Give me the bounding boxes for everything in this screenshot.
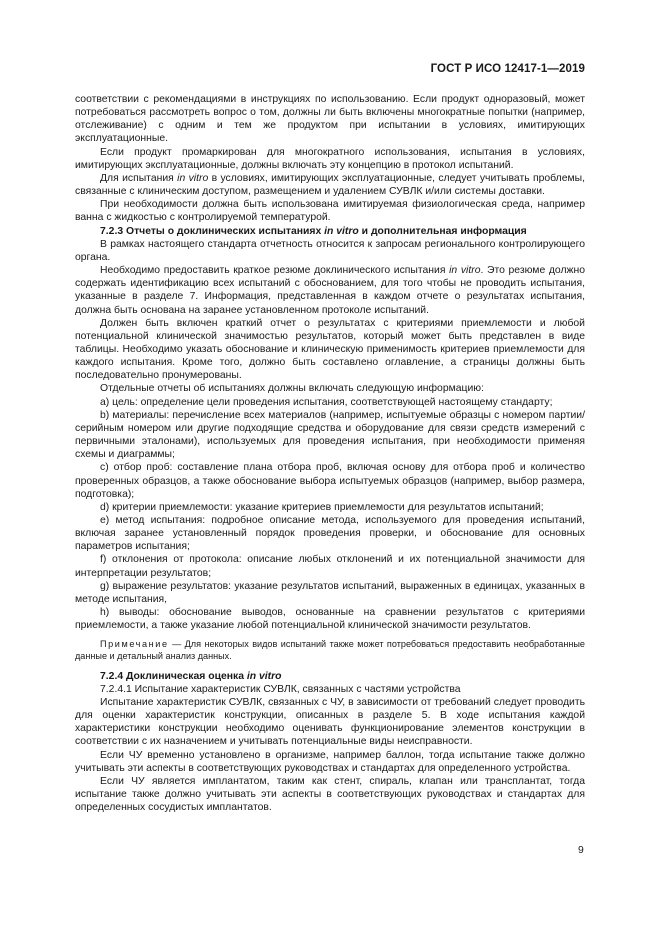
list-item: b) материалы: перечисление всех материалов (например, испытуемые образцы с номером партии/серийным номером или другие подходящие средства и оборудование для связи средств измерений с первичными эталонами), используемых для проведения испытания, при необходимости применяя схемы и диаграммы; xyxy=(75,409,585,461)
italic-term: in vitro xyxy=(177,172,209,184)
list-item: h) выводы: обоснование выводов, основанные на сравнении результатов с критериями приемлемости, а также указание любой потенциальной клинической значимости результатов. xyxy=(75,607,585,632)
note xyxy=(75,639,585,662)
list-item: d) критерии приемлемости: указание критериев приемлемости для результатов испытаний; xyxy=(100,501,544,513)
heading-text: 7.2.3 Отчеты о доклинических испытаниях xyxy=(100,225,325,237)
text-run: Необходимо предоставить краткое резюме доклинического испытания xyxy=(100,265,450,277)
note-text: — Для некоторых видов испытаний также может потребоваться предоставить необработанные данные и детальный анализ данных. xyxy=(75,639,585,661)
text-run: в условиях, имитирующих эксплуатационные, следует учитывать проблемы, связанные с клиническим доступом, размещением и удалением СУВЛК и/или системы доставки. xyxy=(75,172,586,198)
paragraph xyxy=(75,264,585,317)
paragraph: Если ЧУ является имплантатом, таким как стент, спираль, клапан или трансплантат, тогда испытание также должно учитывать эти аспекты в соответствующих руководствах и стандартах для определенных сосудистых имплантатов. xyxy=(75,775,585,814)
paragraph: Отдельные отчеты об испытаниях должны включать следующую информацию: xyxy=(100,383,484,395)
text-run: Для испытания xyxy=(100,172,178,184)
paragraph: При необходимости должна быть использована имитируемая физиологическая среда, например ванна с жидкостью с контролируемой температурой. xyxy=(75,199,585,224)
paragraph: Если ЧУ временно установлено в организме, например баллон, тогда испытание также должно учитывать эти аспекты в соответствующих руководствах и стандартах для определенного устройства. xyxy=(75,749,585,774)
list-item: f) отклонения от протокола: описание любых отклонений и их потенциальной значимости для интерпретации результатов; xyxy=(75,554,585,579)
list-item: a) цель: определение цели проведения испытания, соответствующей настоящему стандарту; xyxy=(100,396,553,408)
italic-term: in vitro xyxy=(449,265,481,277)
section-heading xyxy=(75,225,585,238)
page-number: 9 xyxy=(578,845,584,856)
text-run: . Это резюме должно содержать идентификацию всех испытаний с обоснованием, для того чтобы не проводить испытания, указанные в разделе 7. Информация, представленная в каждом отчете о результатах испытания, должна быть основана на заранее установленном протоколе испытаний. xyxy=(75,265,585,316)
paragraph xyxy=(75,172,585,198)
paragraph: В рамках настоящего стандарта отчетность относится к запросам регионального контролирующего органа. xyxy=(75,238,585,263)
paragraph: Если продукт промаркирован для многократного использования, испытания в условиях, имитирующих эксплуатационные, должны включать эту концепцию в протокол испытаний. xyxy=(75,146,585,171)
paragraph: Должен быть включен краткий отчет о результатах с критериями приемлемости и любой потенциальной клинической значимостью результатов, который может быть представлен в виде таблицы. Необходимо указать обоснование и клиническую применимость критериев приемлемости для каждого испытания. Кроме того, должно быть составлено оглавление, а страницы должны быть последовательно пронумерованы. xyxy=(75,317,585,382)
paragraph: соответствии с рекомендациями в инструкциях по использованию. Если продукт одноразовый, может потребоваться рассмотреть вопрос о том, должны ли быть включены многократные попытки (например, отслеживание) с одним и тем же продуктом при испытании в условиях, имитирующих эксплуатационные. xyxy=(75,94,585,145)
italic-term: in vitro xyxy=(246,670,282,682)
heading-text: и дополнительная информация xyxy=(358,225,527,237)
document-body xyxy=(75,93,585,814)
italic-term: in vitro xyxy=(324,225,359,237)
document-header: ГОСТ Р ИСО 12417-1—2019 xyxy=(430,63,585,75)
section-heading xyxy=(75,670,585,683)
list-item: c) отбор проб: составление плана отбора проб, включая основу для отбора проб и количество проверенных образцов, а также обоснование выбора испытуемых образцов (например, выбор размера, подготовка); xyxy=(75,462,585,500)
list-item: e) метод испытания: подробное описание метода, используемого для проведения испытаний, включая заранее установленный порядок проведения проверки, и обоснование для основных параметров испытания; xyxy=(75,515,585,553)
list-item: g) выражение результатов: указание результатов испытаний, выраженных в единицах, указанных в методе испытания, xyxy=(75,580,585,605)
subsection-heading: 7.2.4.1 Испытание характеристик СУВЛК, связанных с частями устройства xyxy=(100,683,461,695)
paragraph: Испытание характеристик СУВЛК, связанных с ЧУ, в зависимости от требований следует проводить для оценки характеристик конструкции, описанных в разделе 5. В ходе испытания каждой характеристики конструкции необходимо оценивать функционирование элементов конструкции в соответствии с их назначением и учитывать потенциальные виды неисправности. xyxy=(75,696,585,748)
heading-text: 7.2.4 Доклиническая оценка xyxy=(100,670,247,682)
note-label: Примечание xyxy=(100,639,169,650)
